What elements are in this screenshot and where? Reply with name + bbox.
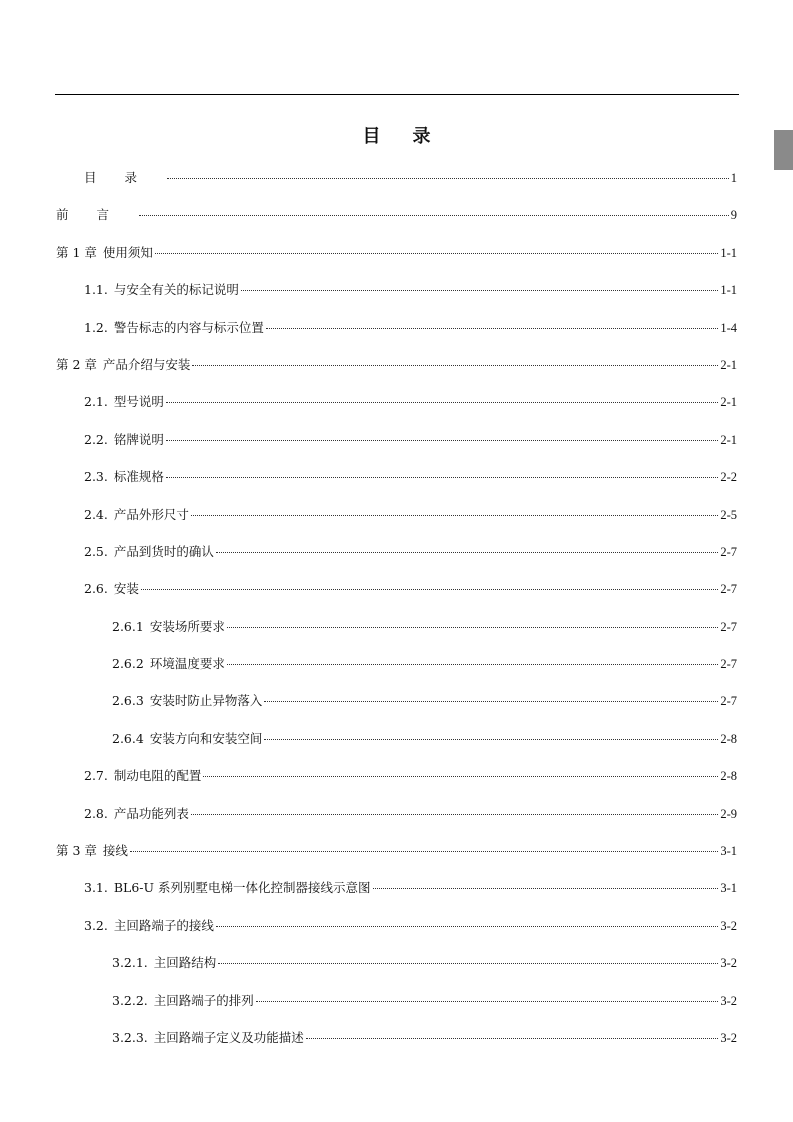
- dot-leader: [166, 440, 718, 441]
- toc-entry-number: 2.2.: [84, 431, 108, 447]
- toc-entry[interactable]: [56, 841, 737, 878]
- toc-entry-page: 2-1: [720, 432, 737, 447]
- dot-leader: [139, 215, 729, 216]
- toc-entry-page: 2-1: [720, 395, 737, 410]
- toc-entry-page: 2-7: [720, 694, 737, 709]
- toc-entry-number: 3.2.2.: [112, 992, 148, 1008]
- toc-entry[interactable]: [56, 691, 737, 728]
- toc-entry-number: 1.2.: [84, 319, 108, 335]
- toc-entry-number: 2.1.: [84, 394, 108, 410]
- toc-entry-number: 3.2.3.: [112, 1029, 148, 1045]
- toc-entry-label: 产品介绍与安装: [102, 356, 191, 372]
- toc-entry-number: 第 1 章: [56, 244, 97, 260]
- toc-entry-page: 2-8: [720, 769, 737, 784]
- toc-entry[interactable]: [56, 205, 737, 242]
- toc-entry[interactable]: [56, 766, 737, 803]
- toc-entry-number: 2.8.: [84, 805, 108, 821]
- toc-entry-page: 1-4: [720, 320, 737, 335]
- dot-leader: [191, 515, 718, 516]
- toc-entry-page: 2-7: [720, 657, 737, 672]
- toc-entry-page: 2-7: [720, 544, 737, 559]
- toc-entry-page: 3-2: [720, 918, 737, 933]
- toc-entry[interactable]: [56, 505, 737, 542]
- dot-leader: [266, 328, 718, 329]
- toc-entry[interactable]: [56, 729, 737, 766]
- toc-entry-page: 9: [730, 208, 737, 223]
- toc-entry-label: 制动电阻的配置: [113, 768, 202, 784]
- toc-entry-number: 2.6.: [84, 581, 108, 597]
- toc-entry-label: 警告标志的内容与标示位置: [113, 319, 264, 335]
- toc-entry-label: 安装方向和安装空间: [149, 730, 263, 746]
- toc-entry[interactable]: [56, 916, 737, 953]
- toc-entry[interactable]: [56, 243, 737, 280]
- dot-leader: [264, 701, 718, 702]
- toc-entry-page: 1: [730, 171, 737, 185]
- toc-entry-label: 前言: [56, 207, 138, 223]
- toc-entry-label: 使用须知: [102, 244, 153, 260]
- toc-entry-page: 2-2: [720, 470, 737, 485]
- dot-leader: [141, 589, 718, 590]
- toc-entry-number: 2.5.: [84, 543, 108, 559]
- toc-entry-label: 主回路端子的排列: [153, 992, 254, 1008]
- toc-entry-label: 安装场所要求: [149, 618, 225, 634]
- toc-entry-label: 主回路端子的接线: [113, 917, 214, 933]
- toc-entry-page: 3-2: [720, 956, 737, 971]
- dot-leader: [216, 926, 718, 927]
- header-rule: [55, 94, 739, 95]
- dot-leader: [192, 365, 718, 366]
- toc-entry-number: 2.6.2: [112, 656, 144, 672]
- dot-leader: [191, 814, 718, 815]
- dot-leader: [166, 402, 718, 403]
- toc-entry[interactable]: [56, 878, 737, 915]
- dot-leader: [241, 290, 718, 291]
- toc-entry-label: 铭牌说明: [113, 431, 164, 447]
- toc-entry-number: 1.1.: [84, 282, 108, 298]
- toc-entry[interactable]: [56, 654, 737, 691]
- toc-entry-page: 3-1: [720, 844, 737, 859]
- toc-entry-number: 3.2.1.: [112, 955, 148, 971]
- toc-entry-page: 3-2: [720, 1030, 737, 1045]
- toc-entry[interactable]: [56, 392, 737, 429]
- toc-entry-label: 产品到货时的确认: [113, 543, 214, 559]
- dot-leader: [264, 739, 718, 740]
- dot-leader: [218, 963, 718, 964]
- toc-entry-page: 1-1: [720, 245, 737, 260]
- toc-entry-label: 型号说明: [113, 394, 164, 410]
- toc-entry-label: 接线: [102, 843, 128, 859]
- toc-entry[interactable]: [56, 804, 737, 841]
- toc-entry-number: 3.1.: [84, 880, 108, 896]
- toc-entry-number: 2.6.1: [112, 618, 144, 634]
- table-of-contents: [56, 168, 737, 1065]
- toc-entry-page: 2-5: [720, 507, 737, 522]
- toc-entry-label: 安装时防止异物落入: [149, 693, 263, 709]
- toc-entry[interactable]: [56, 430, 737, 467]
- toc-entry[interactable]: [56, 280, 737, 317]
- toc-entry-label: 安装: [113, 581, 139, 597]
- dot-leader: [166, 477, 718, 478]
- toc-entry-number: 第 2 章: [56, 356, 97, 372]
- dot-leader: [167, 178, 729, 179]
- toc-entry-number: 2.6.3: [112, 693, 144, 709]
- toc-entry-label: 产品功能列表: [113, 805, 189, 821]
- dot-leader: [155, 253, 718, 254]
- toc-entry[interactable]: [56, 579, 737, 616]
- toc-entry[interactable]: [56, 168, 737, 205]
- toc-entry[interactable]: [56, 1028, 737, 1065]
- toc-entry-number: 3.2.: [84, 917, 108, 933]
- dot-leader: [130, 851, 718, 852]
- toc-entry-number: 2.6.4: [112, 730, 144, 746]
- dot-leader: [216, 552, 718, 553]
- toc-entry-page: 3-2: [720, 993, 737, 1008]
- toc-entry[interactable]: [56, 617, 737, 654]
- page-title: 目录: [362, 126, 463, 147]
- toc-entry-page: 2-7: [720, 619, 737, 634]
- toc-entry-number: 第 3 章: [56, 843, 97, 859]
- toc-entry[interactable]: [56, 542, 737, 579]
- dot-leader: [227, 627, 719, 628]
- toc-entry-label: 目录: [84, 170, 166, 185]
- toc-entry-page: 2-1: [720, 357, 737, 372]
- toc-entry-label: 与安全有关的标记说明: [113, 282, 239, 298]
- toc-entry[interactable]: [56, 467, 737, 504]
- toc-entry-page: 2-8: [720, 731, 737, 746]
- toc-entry-label: 环境温度要求: [149, 656, 225, 672]
- toc-entry-number: 2.4.: [84, 506, 108, 522]
- toc-entry[interactable]: [56, 318, 737, 355]
- toc-entry-label: 主回路端子定义及功能描述: [153, 1029, 304, 1045]
- toc-entry-page: 2-9: [720, 806, 737, 821]
- toc-entry[interactable]: [56, 355, 737, 392]
- toc-entry-page: 2-7: [720, 582, 737, 597]
- toc-entry[interactable]: [56, 991, 737, 1028]
- toc-entry-number: 2.3.: [84, 469, 108, 485]
- dot-leader: [306, 1038, 719, 1039]
- toc-entry-page: 1-1: [720, 283, 737, 298]
- toc-entry-label: BL6-U 系列别墅电梯一体化控制器接线示意图: [113, 880, 371, 896]
- toc-entry-label: 产品外形尺寸: [113, 506, 189, 522]
- toc-entry-label: 标准规格: [113, 469, 164, 485]
- dot-leader: [373, 888, 719, 889]
- dot-leader: [203, 776, 718, 777]
- dot-leader: [227, 664, 719, 665]
- toc-entry-label: 主回路结构: [153, 955, 217, 971]
- toc-entry[interactable]: [56, 953, 737, 990]
- toc-entry-page: 3-1: [720, 881, 737, 896]
- toc-entry-number: 2.7.: [84, 768, 108, 784]
- dot-leader: [256, 1001, 719, 1002]
